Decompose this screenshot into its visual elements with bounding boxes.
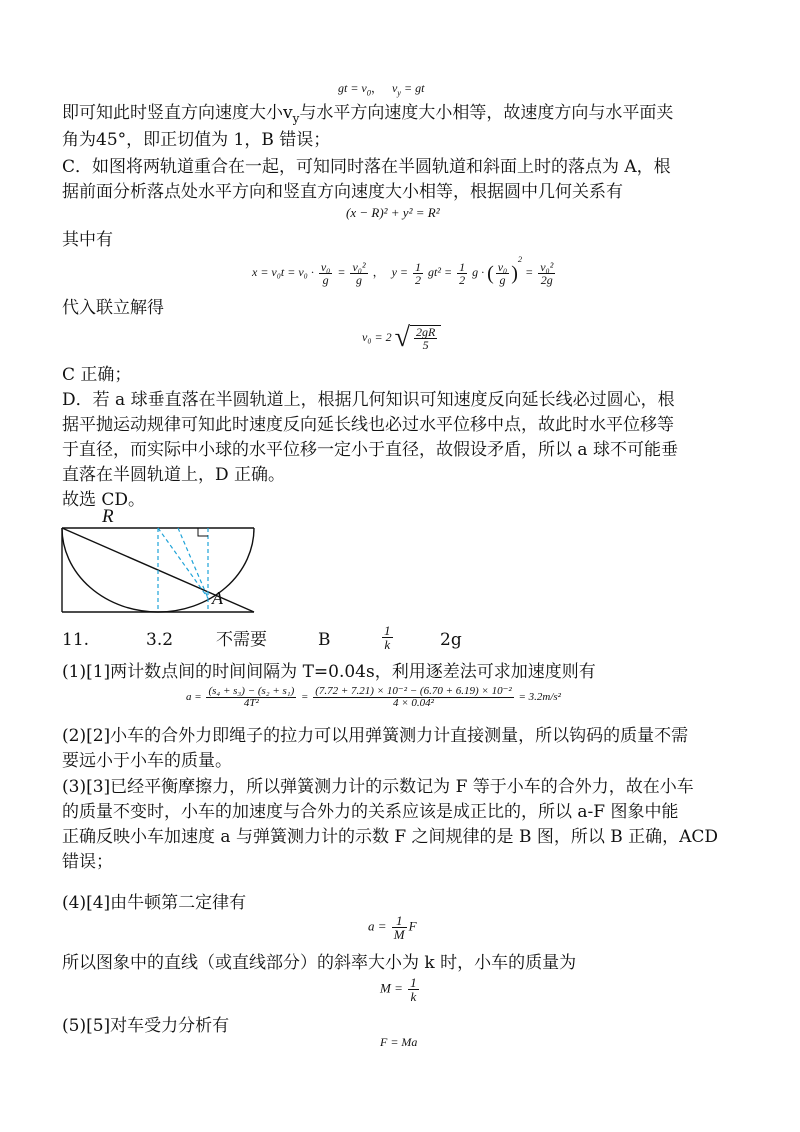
eq-part: = [525,265,534,279]
fraction [414,326,437,351]
text-line: 错误； [62,852,113,872]
frac-den: k [384,637,391,652]
label-A: A [212,588,223,608]
eq-part: x = v₀t = v₀ · [252,265,314,279]
frac-num: 1 [415,259,422,274]
frac-den: M [393,927,405,942]
eq-sub: 0 [366,88,371,98]
fraction [496,261,510,286]
fraction [350,261,367,286]
text-line: C 正确； [62,365,132,385]
sqrt-radicand [410,325,441,351]
equation-mass [380,976,421,1003]
text-span: 即可知此时竖直方向速度大小v [62,103,293,123]
eq-part: y = [391,265,409,279]
frac-num: (s₄ + s₃) − (s₂ + s₁) [208,685,295,697]
eq-part: v [391,81,398,95]
eq-part: = [301,691,309,704]
fraction [413,261,423,286]
frac-den: g [322,272,329,287]
equation-xy: x = v₀t = v₀ · $\frac{\text{v₀}}{g}$ = $\frac{\text{v₀²}}{g}$ ， y = $\frac{1}{2}$ gt² = $\frac{1}{2}$ g · ( $\frac{\text{v₀}}{g}$ )$^2$ = $\frac{\text{v₀²}}{2g}$ [252,255,554,287]
eq-sub: y [397,88,402,98]
answer-4 [380,624,395,651]
text-line: 的质量不变时，小车的加速度与合外力的关系应该是成正比的，所以 a-F 图象中能 [62,802,679,822]
fraction [408,976,419,1003]
dashed-radius [158,528,208,598]
eq-part: a = [186,691,202,704]
text-line: (1)[1]两计数点间的时间间隔为 T=0.04s，利用逐差法可求加速度则有 [62,662,596,682]
equation-force: F = Ma [380,1035,418,1049]
fraction [206,686,296,709]
eq-part: gt = v [338,81,367,95]
text-line: D．若 a 球垂直落在半圆轨道上，根据几何知识可知速度反向延长线必过圆心，根 [62,390,675,410]
frac-den: 5 [422,338,429,352]
answer-5: 2g [440,630,462,650]
geometry-diagram [60,506,260,618]
frac-num: 2gR [415,325,436,339]
text-line: (2)[2]小车的合外力即绳子的拉力可以用弹簧测力计直接测量，所以钩码的质量不需 [62,726,689,746]
frac-num: (7.72 + 7.21) × 10⁻² − (6.70 + 6.19) × 10⁻² [315,685,512,697]
frac-num: v₀ [497,259,508,274]
eq-part: a = [368,918,387,934]
frac-den: g [499,272,506,287]
frac-num: 1 [384,623,391,638]
eq-part: F [408,918,417,934]
frac-num: 1 [459,259,466,274]
eq-part: = 3.2m/s² [518,691,561,704]
frac-den: k [410,989,417,1004]
eq-part: gt² = [428,265,453,279]
text-line: 正确反映小车加速度 a 与弹簧测力计的示数 F 之间规律的是 B 图，所以 B 正确，ACD [62,827,719,847]
frac-num: 1 [410,975,417,990]
frac-den: 4 × 0.04² [392,697,434,709]
equation-newton [368,914,417,941]
eq-part: M = [380,980,403,996]
question-number: 11. [62,630,90,650]
eq-sep: ， [370,81,383,95]
fraction [319,261,333,286]
text-line: 要远小于小车的质量。 [62,751,232,771]
right-angle-mark [198,528,208,536]
text-line: (4)[4]由牛顿第二定律有 [62,893,247,913]
text-line: 据前面分析落点处水平方向和竖直方向速度大小相等，根据圆中几何关系有 [62,182,623,202]
equation-v0: v₀ = 2 √ $\frac{2gR}{5}$ [362,324,441,352]
frac-den: 2 [415,272,422,287]
frac-den: 2g [540,272,553,287]
text-line: 角为45°，即正切值为 1，B 错误； [62,130,331,150]
equation-circle: (x − R)² + y² = R² [346,205,440,220]
equation-gt-v0 [338,82,424,98]
text-line: 据平抛运动规律可知此时速度反向延长线也必过水平位移中点，故此时水平位移等 [62,415,674,435]
frac-num: 1 [392,914,407,928]
frac-den: 4T² [243,697,259,709]
eq-sep: ， [372,265,385,279]
text-line: C．如图将两轨道重合在一起，可知同时落在半圆轨道和斜面上时的落点为 A，根 [62,157,671,177]
fraction [392,914,407,941]
text-line: 直落在半圆轨道上，D 正确。 [62,465,286,485]
eq-part: = [337,265,346,279]
fraction [457,261,467,286]
text-line: (3)[3]已经平衡摩擦力，所以弹簧测力计的示数记为 F 等于小车的合外力，故在小车 [62,777,694,797]
text-line [62,101,673,130]
frac-den: 2 [459,272,466,287]
frac-num: v₀² [352,259,366,274]
frac-den: g [356,272,363,287]
frac-num: v₀² [540,259,554,274]
text-line: 于直径，而实际中小球的水平位移一定小于直径，故假设矛盾，所以 a 球不可能垂 [62,440,678,460]
text-line: (5)[5]对车受力分析有 [62,1016,230,1036]
text-line: 其中有 [62,230,113,250]
answer-2: 不需要 [216,630,267,650]
answer-1: 3.2 [146,630,174,650]
equation-acceleration [186,686,561,709]
text-line: 故选 CD。 [62,490,146,510]
text-line: 代入联立解得 [62,298,164,318]
text-sub: y [292,111,300,126]
fraction [313,686,513,709]
text-line: 所以图象中的直线（或直线部分）的斜率大小为 k 时，小车的质量为 [62,953,577,973]
eq-part: g · [472,265,485,279]
eq-part: v₀ = 2 [362,329,392,344]
eq-part: = gt [401,81,425,95]
label-R: R [102,506,114,527]
answer-3: B [318,630,331,650]
fraction [538,261,555,286]
frac-num: v₀ [320,259,331,274]
text-span: 与水平方向速度大小相等，故速度方向与水平面夹 [299,103,674,123]
fraction [382,624,393,651]
